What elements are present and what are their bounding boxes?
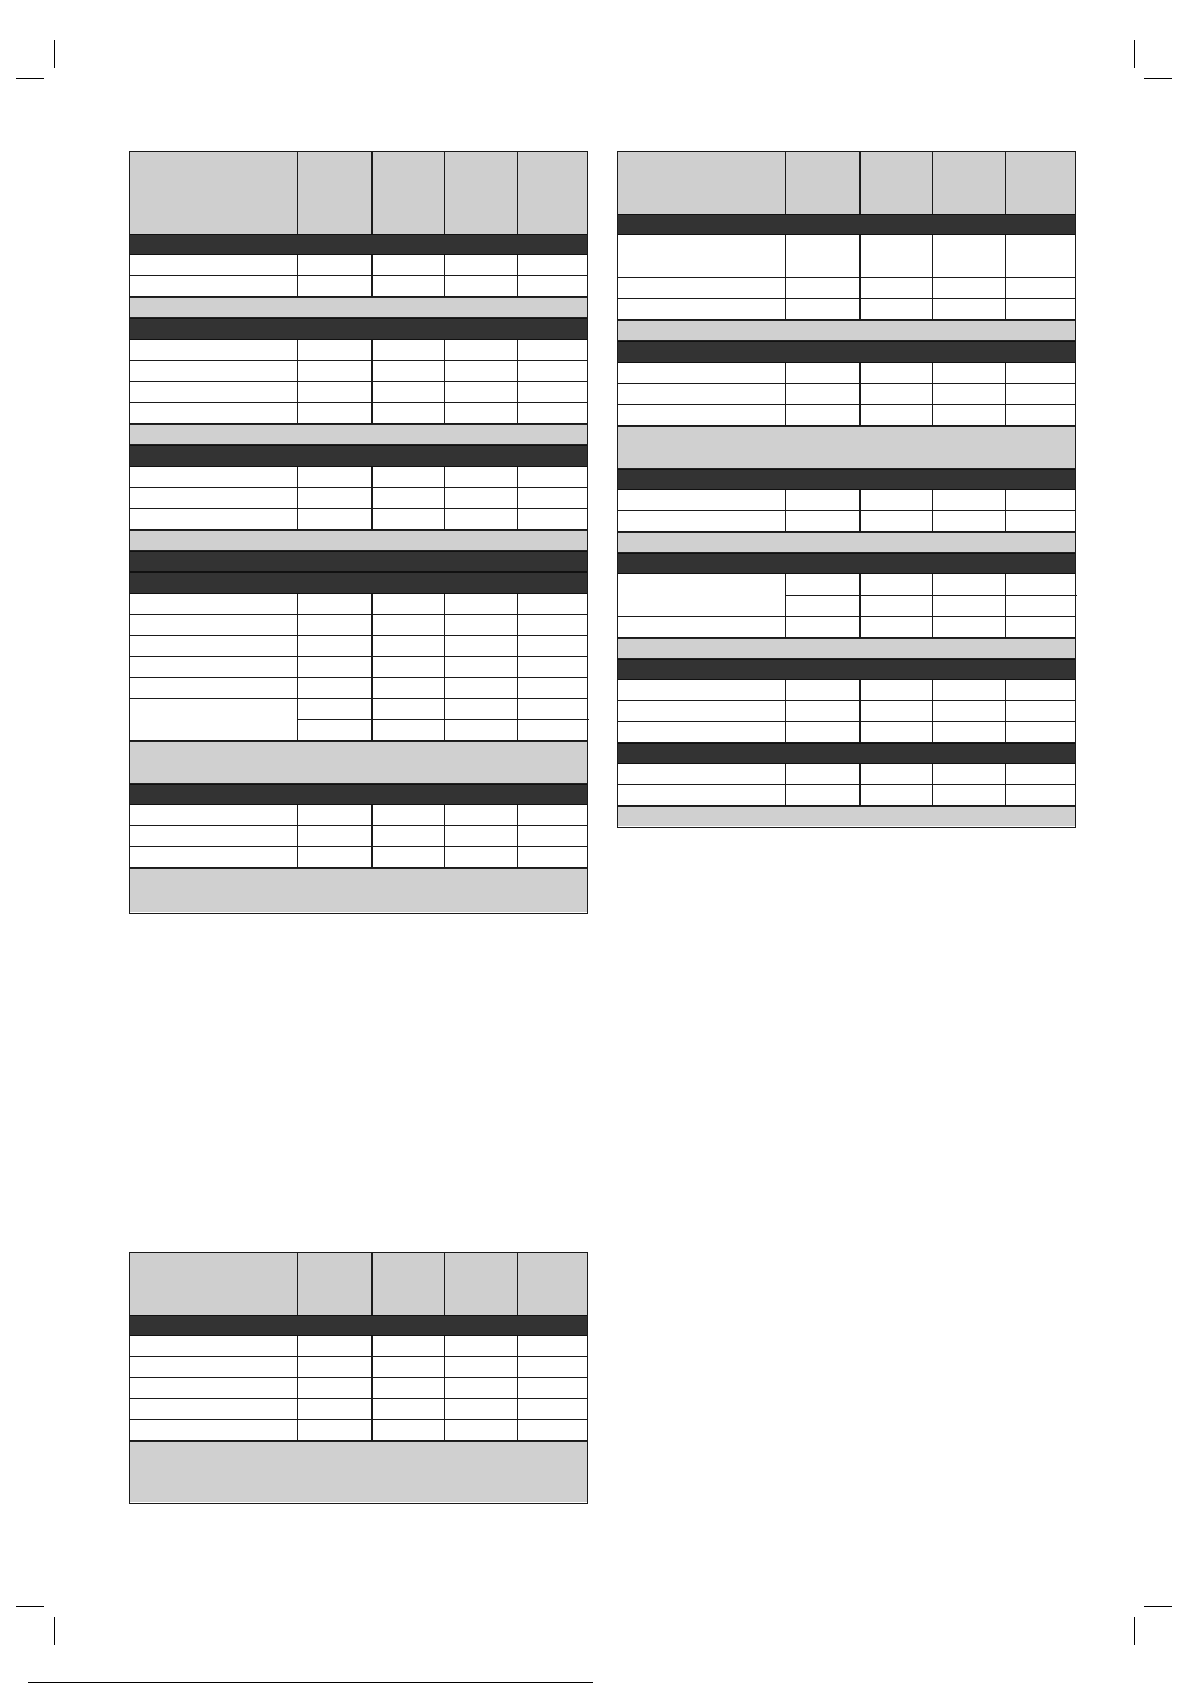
table-row <box>130 488 587 509</box>
table-cell <box>371 255 444 275</box>
table-cell <box>517 255 589 275</box>
table-cell <box>297 636 371 656</box>
table-cell <box>444 1378 517 1398</box>
table-cell <box>297 678 371 698</box>
table-cell <box>297 467 371 487</box>
table-cell <box>517 847 589 867</box>
table-cell <box>932 701 1005 721</box>
table-row <box>130 594 587 615</box>
table-row <box>130 361 587 382</box>
table-cell <box>517 276 589 296</box>
table-cell <box>297 1399 371 1419</box>
table-cell <box>1005 785 1077 805</box>
table-cell <box>444 403 517 423</box>
footer-rule <box>28 1682 593 1683</box>
section-header-row <box>130 234 587 255</box>
header-col-3 <box>859 152 932 214</box>
table-cell <box>859 405 932 425</box>
table-row <box>130 509 587 530</box>
table-cell <box>517 488 589 508</box>
note-row <box>618 806 1075 826</box>
table-cell <box>1005 701 1077 721</box>
table-cell <box>785 764 859 784</box>
section-header-row <box>618 469 1075 490</box>
table-cell <box>859 511 932 531</box>
table-cell <box>1005 764 1077 784</box>
table-cell <box>297 340 371 360</box>
table-cell <box>297 1357 371 1377</box>
header-col-2 <box>297 152 371 234</box>
table-row <box>130 1357 587 1378</box>
table-row <box>130 340 587 361</box>
table-cell <box>859 617 932 637</box>
table-cell <box>785 722 859 742</box>
table-cell <box>517 636 589 656</box>
table-cell <box>444 826 517 846</box>
table-cell <box>444 1420 517 1440</box>
section-header-row <box>618 553 1075 574</box>
table-cell <box>517 1336 589 1356</box>
table-top-right <box>617 151 1076 828</box>
table-cell <box>297 1420 371 1440</box>
table-cell <box>517 1399 589 1419</box>
note-row <box>130 1441 587 1502</box>
table-cell <box>1005 490 1077 510</box>
crop-mark-bottom-right-horizontal <box>1144 1606 1172 1607</box>
table-row-tall <box>618 235 1075 278</box>
table-cell <box>859 235 932 277</box>
table-row <box>130 805 587 826</box>
header-col-4 <box>444 152 517 234</box>
table-cell <box>371 1336 444 1356</box>
table-cell <box>444 382 517 402</box>
table-cell <box>785 384 859 404</box>
table-cell <box>859 785 932 805</box>
table-cell <box>297 847 371 867</box>
table-cell <box>517 805 589 825</box>
table-row <box>618 680 1075 701</box>
table-cell <box>859 722 932 742</box>
section-header-row <box>130 551 587 572</box>
table-cell <box>932 617 1005 637</box>
table-cell <box>785 511 859 531</box>
table-cell <box>444 1336 517 1356</box>
table-row <box>618 701 1075 722</box>
table-cell <box>517 1378 589 1398</box>
table-row <box>130 1399 587 1420</box>
table-cell <box>371 1357 444 1377</box>
section-header-row <box>618 659 1075 680</box>
note-row <box>130 741 587 784</box>
table-cell <box>444 361 517 381</box>
table-cell <box>371 467 444 487</box>
table-cell <box>1005 511 1077 531</box>
table-top-left <box>129 151 588 914</box>
table-row <box>130 657 587 678</box>
table-cell <box>517 509 589 529</box>
table-cell <box>297 805 371 825</box>
table-cell <box>297 255 371 275</box>
table-row <box>130 678 587 699</box>
table-cell <box>1005 722 1077 742</box>
table-cell <box>785 490 859 510</box>
table-cell <box>932 363 1005 383</box>
table-row <box>618 764 1075 785</box>
table-cell <box>859 384 932 404</box>
table-header-row <box>130 152 587 234</box>
note-row <box>130 424 587 445</box>
table-cell <box>1005 384 1077 404</box>
table-cell <box>444 255 517 275</box>
header-col-5 <box>517 1253 589 1315</box>
crop-mark-top-left-horizontal <box>16 78 44 79</box>
table-cell <box>517 678 589 698</box>
table-cell <box>785 680 859 700</box>
table-row <box>618 384 1075 405</box>
table-cell <box>371 657 444 677</box>
table-cell <box>371 382 444 402</box>
table-cell <box>297 826 371 846</box>
table-header-row <box>618 152 1075 214</box>
table-cell <box>859 764 932 784</box>
table-cell <box>444 657 517 677</box>
table-cell <box>517 657 589 677</box>
note-row <box>618 320 1075 341</box>
table-cell <box>932 405 1005 425</box>
crop-mark-bottom-right-vertical <box>1134 1617 1135 1645</box>
table-cell <box>517 403 589 423</box>
table-cell <box>297 382 371 402</box>
table-cell <box>859 680 932 700</box>
crop-mark-bottom-left-horizontal <box>16 1606 44 1607</box>
crop-mark-top-right-horizontal <box>1144 78 1172 79</box>
table-row <box>130 255 587 276</box>
section-header-row <box>130 784 587 805</box>
table-cell <box>785 617 859 637</box>
table-cell <box>297 276 371 296</box>
table-cell <box>371 805 444 825</box>
table-cell <box>371 488 444 508</box>
note-row <box>130 297 587 318</box>
table-cell <box>932 278 1005 298</box>
table-row <box>618 785 1075 806</box>
table-row <box>130 382 587 403</box>
table-cell <box>444 1357 517 1377</box>
table-row <box>618 511 1075 532</box>
table-row <box>130 403 587 424</box>
table-cell <box>444 594 517 614</box>
header-col-5 <box>517 152 589 234</box>
table-row <box>618 363 1075 384</box>
section-header-row <box>130 318 587 340</box>
table-row <box>130 276 587 297</box>
table-cell <box>371 361 444 381</box>
table-cell <box>517 340 589 360</box>
table-cell <box>444 678 517 698</box>
table-cell <box>1005 278 1077 298</box>
table-cell <box>1005 299 1077 319</box>
table-cell <box>297 509 371 529</box>
note-row <box>130 530 587 551</box>
table-bottom-left <box>129 1252 588 1504</box>
table-row <box>618 405 1075 426</box>
header-col-3 <box>371 152 444 234</box>
section-header-row <box>130 1315 587 1336</box>
section-header-row <box>130 572 587 594</box>
header-col-4 <box>932 152 1005 214</box>
header-col-2 <box>785 152 859 214</box>
table-cell <box>859 490 932 510</box>
table-row <box>130 467 587 488</box>
table-row <box>130 826 587 847</box>
table-row-merged <box>618 574 1075 617</box>
table-cell <box>859 363 932 383</box>
table-cell <box>297 488 371 508</box>
table-cell <box>1005 235 1077 277</box>
table-cell <box>932 490 1005 510</box>
note-row <box>618 426 1075 469</box>
table-cell <box>932 235 1005 277</box>
table-cell <box>444 509 517 529</box>
table-cell <box>444 805 517 825</box>
table-cell <box>785 405 859 425</box>
table-cell <box>371 636 444 656</box>
table-cell <box>297 615 371 635</box>
table-cell <box>785 278 859 298</box>
table-cell <box>1005 363 1077 383</box>
table-cell <box>859 701 932 721</box>
table-cell <box>785 299 859 319</box>
table-cell <box>932 722 1005 742</box>
table-cell <box>517 615 589 635</box>
table-cell <box>444 276 517 296</box>
table-cell <box>785 785 859 805</box>
table-cell <box>932 299 1005 319</box>
table-row <box>130 847 587 868</box>
table-cell <box>1005 405 1077 425</box>
table-cell <box>371 826 444 846</box>
table-cell <box>371 509 444 529</box>
table-cell <box>297 403 371 423</box>
table-cell <box>517 1420 589 1440</box>
table-cell <box>517 382 589 402</box>
crop-mark-bottom-left-vertical <box>54 1617 55 1645</box>
section-header-row <box>618 214 1075 235</box>
table-cell <box>932 785 1005 805</box>
table-cell <box>785 235 859 277</box>
table-cell <box>932 384 1005 404</box>
table-cell <box>371 1399 444 1419</box>
table-cell <box>371 615 444 635</box>
table-cell <box>517 467 589 487</box>
table-cell <box>785 363 859 383</box>
table-row <box>130 1336 587 1357</box>
table-cell <box>371 678 444 698</box>
table-cell <box>517 361 589 381</box>
table-cell <box>371 847 444 867</box>
table-cell <box>1005 617 1077 637</box>
crop-mark-top-left-vertical <box>54 40 55 68</box>
table-row <box>618 722 1075 743</box>
header-col-3 <box>371 1253 444 1315</box>
table-cell <box>444 467 517 487</box>
table-cell <box>859 299 932 319</box>
note-row <box>130 868 587 912</box>
table-cell <box>371 1420 444 1440</box>
table-cell <box>444 615 517 635</box>
table-row <box>618 299 1075 320</box>
table-cell <box>932 511 1005 531</box>
table-cell <box>371 1378 444 1398</box>
header-col-5 <box>1005 152 1077 214</box>
table-cell <box>517 1357 589 1377</box>
table-cell <box>371 403 444 423</box>
table-cell <box>297 594 371 614</box>
section-header-row <box>130 445 587 467</box>
table-cell <box>517 826 589 846</box>
table-cell <box>859 278 932 298</box>
table-cell <box>517 594 589 614</box>
table-cell <box>297 1336 371 1356</box>
table-cell <box>444 847 517 867</box>
note-row <box>618 638 1075 659</box>
header-col-2 <box>297 1253 371 1315</box>
table-row <box>618 278 1075 299</box>
note-row <box>618 532 1075 553</box>
section-header-row <box>618 341 1075 363</box>
table-cell <box>297 657 371 677</box>
table-cell <box>371 594 444 614</box>
table-cell <box>371 276 444 296</box>
table-row <box>130 636 587 657</box>
table-cell <box>444 340 517 360</box>
crop-mark-top-right-vertical <box>1134 40 1135 68</box>
table-row-merged <box>130 699 587 741</box>
table-header-row <box>130 1253 587 1315</box>
table-cell <box>371 340 444 360</box>
table-cell <box>444 1399 517 1419</box>
section-header-row <box>618 743 1075 764</box>
table-cell <box>297 361 371 381</box>
table-row <box>130 1378 587 1399</box>
table-cell <box>932 680 1005 700</box>
header-col-4 <box>444 1253 517 1315</box>
table-row <box>618 490 1075 511</box>
table-cell <box>785 701 859 721</box>
table-row <box>130 1420 587 1441</box>
table-cell <box>932 764 1005 784</box>
table-cell <box>1005 680 1077 700</box>
table-cell <box>444 636 517 656</box>
table-row <box>130 615 587 636</box>
table-cell <box>297 1378 371 1398</box>
table-row <box>618 617 1075 638</box>
table-cell <box>444 488 517 508</box>
